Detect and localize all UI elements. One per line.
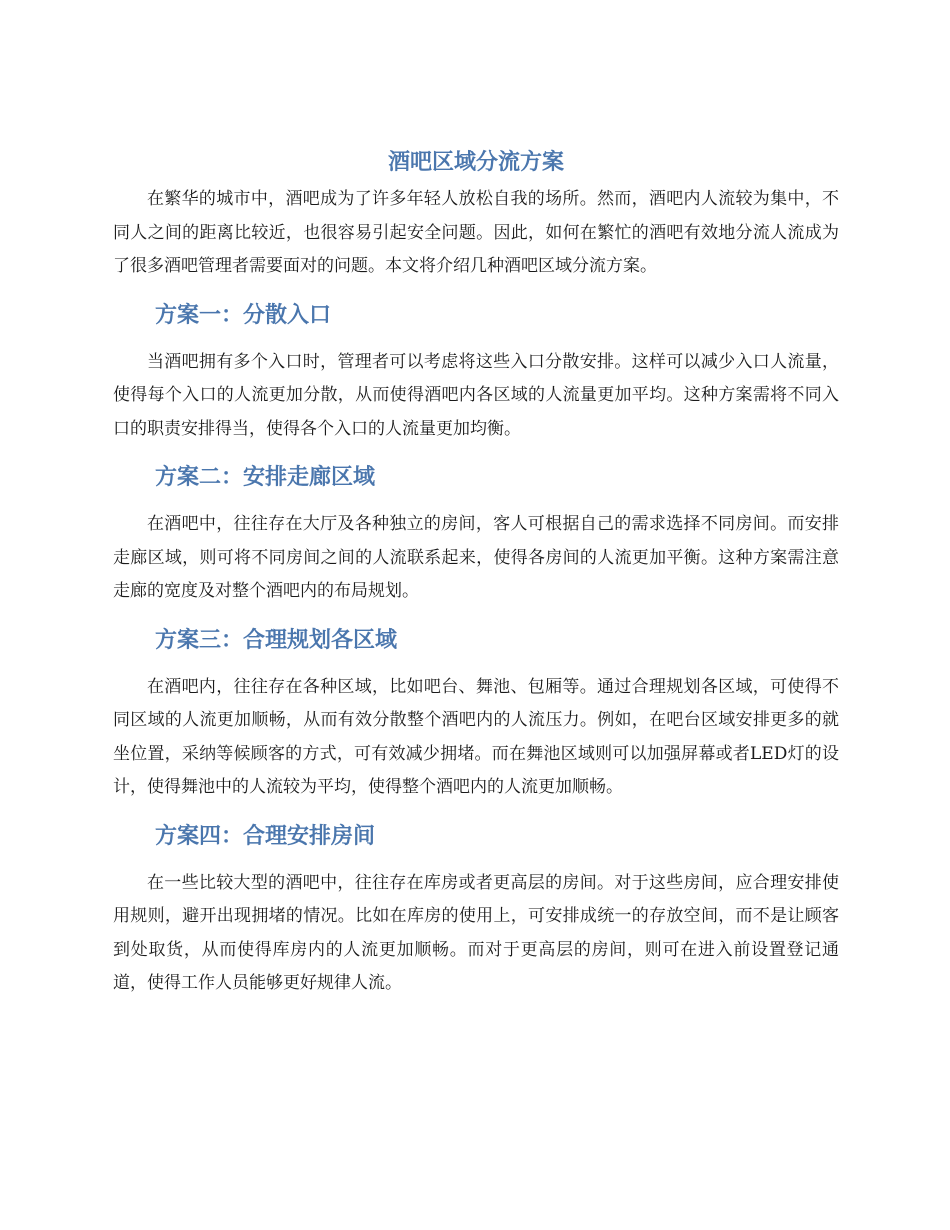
document-title: 酒吧区域分流方案	[387, 150, 564, 175]
section-body: 在酒吧中，往往存在大厅及各种独立的房间，客人可根据自己的需求选择不同房间。而安排走廊区域，则可将不同房间之间的人流联系起来，使得各房间的人流更加平衡。这种方案需注意走廊的宽度及对整个酒吧内的布局规划。	[113, 514, 839, 601]
section-scheme-4	[113, 819, 839, 1001]
section-scheme-3	[113, 623, 839, 805]
section-body: 当酒吧拥有多个入口时，管理者可以考虑将这些入口分散安排。这样可以减少入口人流量，使得每个入口的人流更加分散，从而使得酒吧内各区域的人流量更加平均。这种方案需将不同入口的职责安排得当，使得各个入口的人流量更加均衡。	[113, 351, 839, 439]
section-heading: 方案三：合理规划各区域	[155, 627, 398, 653]
section-scheme-2	[113, 460, 839, 609]
section-heading: 方案二：安排走廊区域	[155, 465, 376, 490]
document-content	[113, 145, 839, 1001]
section-body: 在酒吧内，往往存在各种区域，比如吧台、舞池、包厢等。通过合理规划各区域，可使得不同区域的人流更加顺畅，从而有效分散整个酒吧内的人流压力。例如，在吧台区域安排更多的就坐位置，采纳等候顾客的方式，可有效减少拥堵。而在舞池区域则可以加强屏幕或者LED灯的设计，使得舞池中的人流较为平均，使得整个酒吧内的人流更加顺畅。	[113, 676, 839, 797]
section-heading: 方案一：分散入口	[155, 302, 332, 328]
section-body: 在一些比较大型的酒吧中，往往存在库房或者更高层的房间。对于这些房间，应合理安排使用规则，避开出现拥堵的情况。比如在库房的使用上，可安排成统一的存放空间，而不是让顾客到处取货，从而使得库房内的人流更加顺畅。而对于更高层的房间，则可在进入前设置登记通道，使得工作人员能够更好规律人流。	[113, 872, 839, 993]
intro-paragraph: 在繁华的城市中，酒吧成为了许多年轻人放松自我的场所。然而，酒吧内人流较为集中，不同人之间的距离比较近，也很容易引起安全问题。因此，如何在繁忙的酒吧有效地分流人流成为了很多酒吧管理者需要面对的问题。本文将介绍几种酒吧区域分流方案。	[113, 189, 839, 276]
section-heading: 方案四：合理安排房间	[155, 823, 376, 849]
section-scheme-1	[113, 298, 839, 447]
